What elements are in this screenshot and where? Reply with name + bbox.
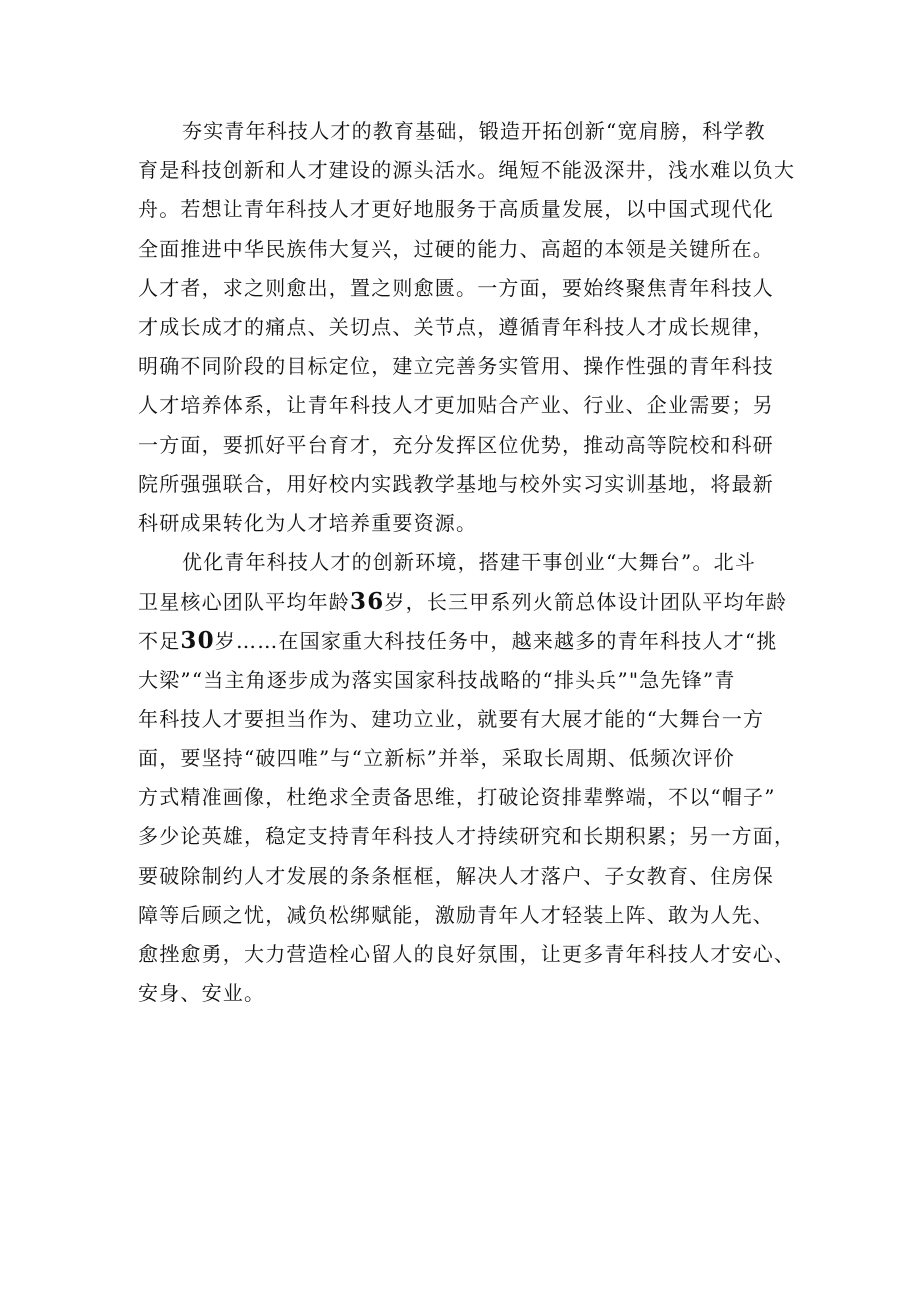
paragraph-line: 明确不同阶段的目标定位，建立完善务实管用、操作性强的青年科技 xyxy=(138,354,774,379)
paragraph-line: 人才培养体系，让青年科技人才更加贴合产业、行业、企业需要；另 xyxy=(138,393,774,418)
paragraph-line: 全面推进中华民族伟大复兴，过硬的能力、高超的本领是关键所在。 xyxy=(138,236,774,261)
line-text: 卫星核心团队平均年龄 xyxy=(138,590,350,615)
paragraph-line: 大梁”“当主角逐步成为落实国家科技战略的“排头兵”"急先锋”青 xyxy=(138,667,736,692)
paragraph-line xyxy=(138,621,798,660)
paragraph-line: 面，要坚持“破四唯”与“立新标”并举，采取长周期、低频次评价 xyxy=(138,746,735,770)
age-number: 36 xyxy=(350,588,385,616)
paragraph-line: 夯实青年科技人才的教育基础，锻造开拓创新“宽肩膀，科学教 xyxy=(182,119,766,143)
line-text: 岁……在国家重大科技任务中，越来越多的青年科技人才“挑 xyxy=(214,629,778,654)
age-number: 30 xyxy=(180,627,215,655)
paragraph-education-foundation xyxy=(138,112,798,543)
paragraph-innovation-environment xyxy=(138,543,798,1013)
paragraph-line xyxy=(138,582,798,621)
paragraph-line: 安身、安业。 xyxy=(138,981,266,1006)
document-page xyxy=(138,112,798,1013)
paragraph-line: 障等后顾之忧，减负松绑赋能，激励青年人才轻装上阵、敢为人先、 xyxy=(138,902,774,927)
paragraph-line: 多少论英雄，稳定支持青年科技人才持续研究和长期积累；另一方面， xyxy=(138,824,796,849)
paragraph-line: 方式精准画像，杜绝求全责备思维，打破论资排辈弊端，不以“帽子” xyxy=(138,785,776,810)
paragraph-line: 才成长成才的痛点、关切点、关节点，遵循青年科技人才成长规律， xyxy=(138,314,774,339)
paragraph-line: 愈挫愈勇，大力营造栓心留人的良好氛围，让更多青年科技人才安心、 xyxy=(138,941,796,966)
paragraph-line: 舟。若想让青年科技人才更好地服务于高质量发展，以中国式现代化 xyxy=(138,197,774,222)
paragraph-line: 年科技人才要担当作为、建功立业，就要有大展才能的“大舞台一方 xyxy=(138,706,765,731)
line-text: 岁，长三甲系列火箭总体设计团队平均年龄 xyxy=(384,590,788,615)
paragraph-line: 要破除制约人才发展的条条框框，解决人才落户、子女教育、住房保 xyxy=(138,863,774,888)
line-text: 不足 xyxy=(138,629,181,654)
paragraph-line: 科研成果转化为人才培养重要资源。 xyxy=(138,510,478,535)
paragraph-line: 育是科技创新和人才建设的源头活水。绳短不能汲深井，浅水难以负大 xyxy=(138,158,796,183)
paragraph-line: 人才者，求之则愈出，置之则愈匮。一方面，要始终聚焦青年科技人 xyxy=(138,275,774,300)
paragraph-line: 一方面，要抓好平台育才，充分发挥区位优势，推动高等院校和科研 xyxy=(138,432,774,457)
paragraph-line: 院所强强联合，用好校内实践教学基地与校外实习实训基地，将最新 xyxy=(138,471,774,496)
paragraph-line: 优化青年科技人才的创新环境，搭建干事创业“大舞台”。北斗 xyxy=(182,550,757,575)
